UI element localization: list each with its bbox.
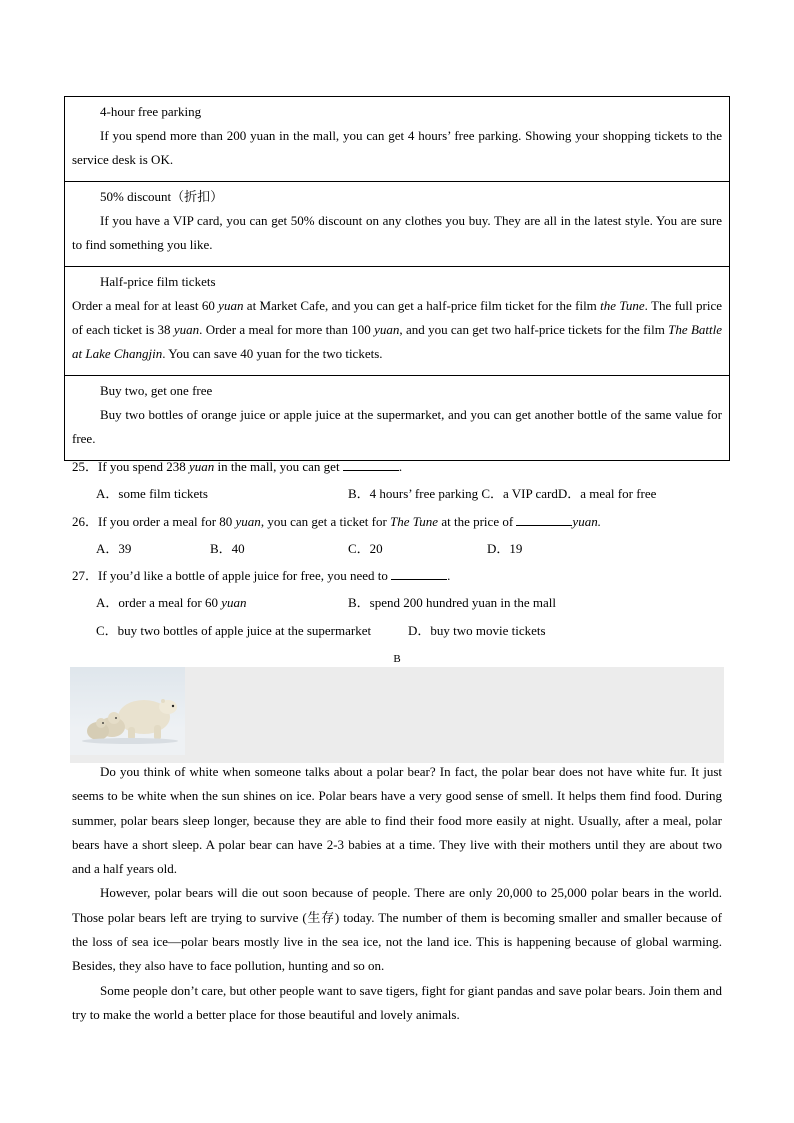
text-run: , and you can get two half-price tickets for the film — [399, 322, 669, 337]
currency-word: yuan — [189, 459, 215, 474]
offer-buy-two — [65, 375, 729, 460]
currency-word: yuan — [173, 322, 200, 337]
question-26 — [72, 512, 601, 532]
offer-title: 4-hour free parking — [100, 104, 202, 119]
option-b[interactable]: B．spend 200 hundred yuan in the mall — [348, 595, 556, 610]
option-a[interactable]: A．39 — [96, 541, 132, 556]
section-label: B — [393, 653, 401, 665]
offers-table — [64, 96, 730, 461]
text-run: . Order a meal for more than 100 — [199, 322, 375, 337]
text-run: 27．If you’d like a bottle of apple juice for free, you need to — [72, 568, 392, 583]
text-run: . The full price of each ticket is 38 — [72, 298, 722, 337]
passage-paragraph: Do you think of white when someone talks about a polar bear? In fact, the polar bear does not have white fur. It just seems to be white when the sun shines on ice. Polar bears have a very good sense of smell. It helps them find food. During summer, polar bears sleep longer, because they are able to find their food more easily at night. Usually, after a meal, polar bears have a short sleep. A polar bear can have 2-3 babies at a time. They live with their mothers until they are about two and a half years old. — [72, 764, 722, 877]
offer-film-tickets — [65, 266, 729, 375]
offer-text: Buy two bottles of orange juice or apple juice at the supermarket, and you can get another bottle of the same value for free. — [72, 407, 722, 446]
text-run: in the mall, you can get — [214, 459, 343, 474]
offer-title: 50% discount（折扣） — [100, 189, 224, 204]
film-title: The Battle at Lake Changjin — [72, 322, 723, 361]
text-run: . You can save 40 yuan for the two tickets. — [162, 346, 383, 361]
text-run: at the price of — [438, 514, 517, 529]
film-title: The Tune — [390, 514, 439, 529]
offer-text — [72, 294, 722, 366]
text-run: at Market Cafe, and you can get a half-price film ticket for the film — [243, 298, 601, 313]
currency-word: yuan — [374, 322, 400, 337]
question-27 — [72, 566, 450, 586]
text-run: yuan. — [572, 514, 601, 529]
text-run: . — [447, 568, 451, 583]
offer-text: If you spend more than 200 yuan in the mall, you can get 4 hours’ free parking. Showing your shopping tickets to the service desk is OK. — [72, 128, 722, 167]
text-run: A．order a meal for 60 — [96, 595, 222, 610]
text-run: Order a meal for at least 60 — [72, 298, 219, 313]
passage-paragraph: Some people don’t care, but other people want to save tigers, fight for giant pandas and save polar bears. Join them and try to make the world a better place for those beautiful and lovely animals. — [72, 982, 722, 1022]
reading-passage — [72, 760, 722, 1027]
passage-paragraph: However, polar bears will die out soon because of people. There are only 20,000 to 25,000 polar bears in the world. Those polar bears left are trying to survive (生存) today. The number of them is becoming smaller and smaller because of the loss of sea ice—polar bears mostly live in the sea ice, not the land ice. This is happening because of global warming. Besides, they also have to face pollution, hunting and so on. — [72, 885, 722, 974]
text-run: 25．If you spend 238 — [72, 459, 189, 474]
polar-bear-illustration — [70, 667, 185, 755]
option-c[interactable]: C．buy two bottles of apple juice at the supermarket — [96, 623, 372, 638]
text-run: , you can get a ticket for — [260, 514, 391, 529]
offer-parking — [65, 97, 729, 181]
currency-word: yuan — [218, 298, 244, 313]
answer-blank[interactable] — [391, 566, 447, 580]
currency-word: yuan — [221, 595, 247, 610]
answer-blank[interactable] — [343, 457, 399, 471]
option-a[interactable] — [96, 593, 247, 613]
film-title: the Tune — [600, 298, 645, 313]
currency-word: yuan — [235, 514, 261, 529]
offer-discount — [65, 181, 729, 266]
answer-blank[interactable] — [516, 512, 572, 526]
option-b[interactable]: B．40 — [210, 541, 245, 556]
option-d[interactable]: D．buy two movie tickets — [408, 623, 546, 638]
option-c[interactable]: C．20 — [348, 541, 383, 556]
polar-bear-image — [70, 667, 185, 755]
option-d[interactable]: D．19 — [487, 541, 523, 556]
option-bcd[interactable]: B．4 hours’ free parking C．a VIP cardD．a meal for free — [348, 486, 657, 501]
offer-text: If you have a VIP card, you can get 50% discount on any clothes you buy. They are all in the latest style. You are sure to find something you like. — [72, 213, 722, 252]
text-run: . — [398, 459, 403, 474]
offer-title: Half-price film tickets — [100, 274, 216, 289]
offer-title: Buy two, get one free — [100, 383, 213, 398]
option-a[interactable]: A．some film tickets — [96, 486, 208, 501]
text-run: 26．If you order a meal for 80 — [72, 514, 236, 529]
question-25 — [72, 457, 402, 477]
